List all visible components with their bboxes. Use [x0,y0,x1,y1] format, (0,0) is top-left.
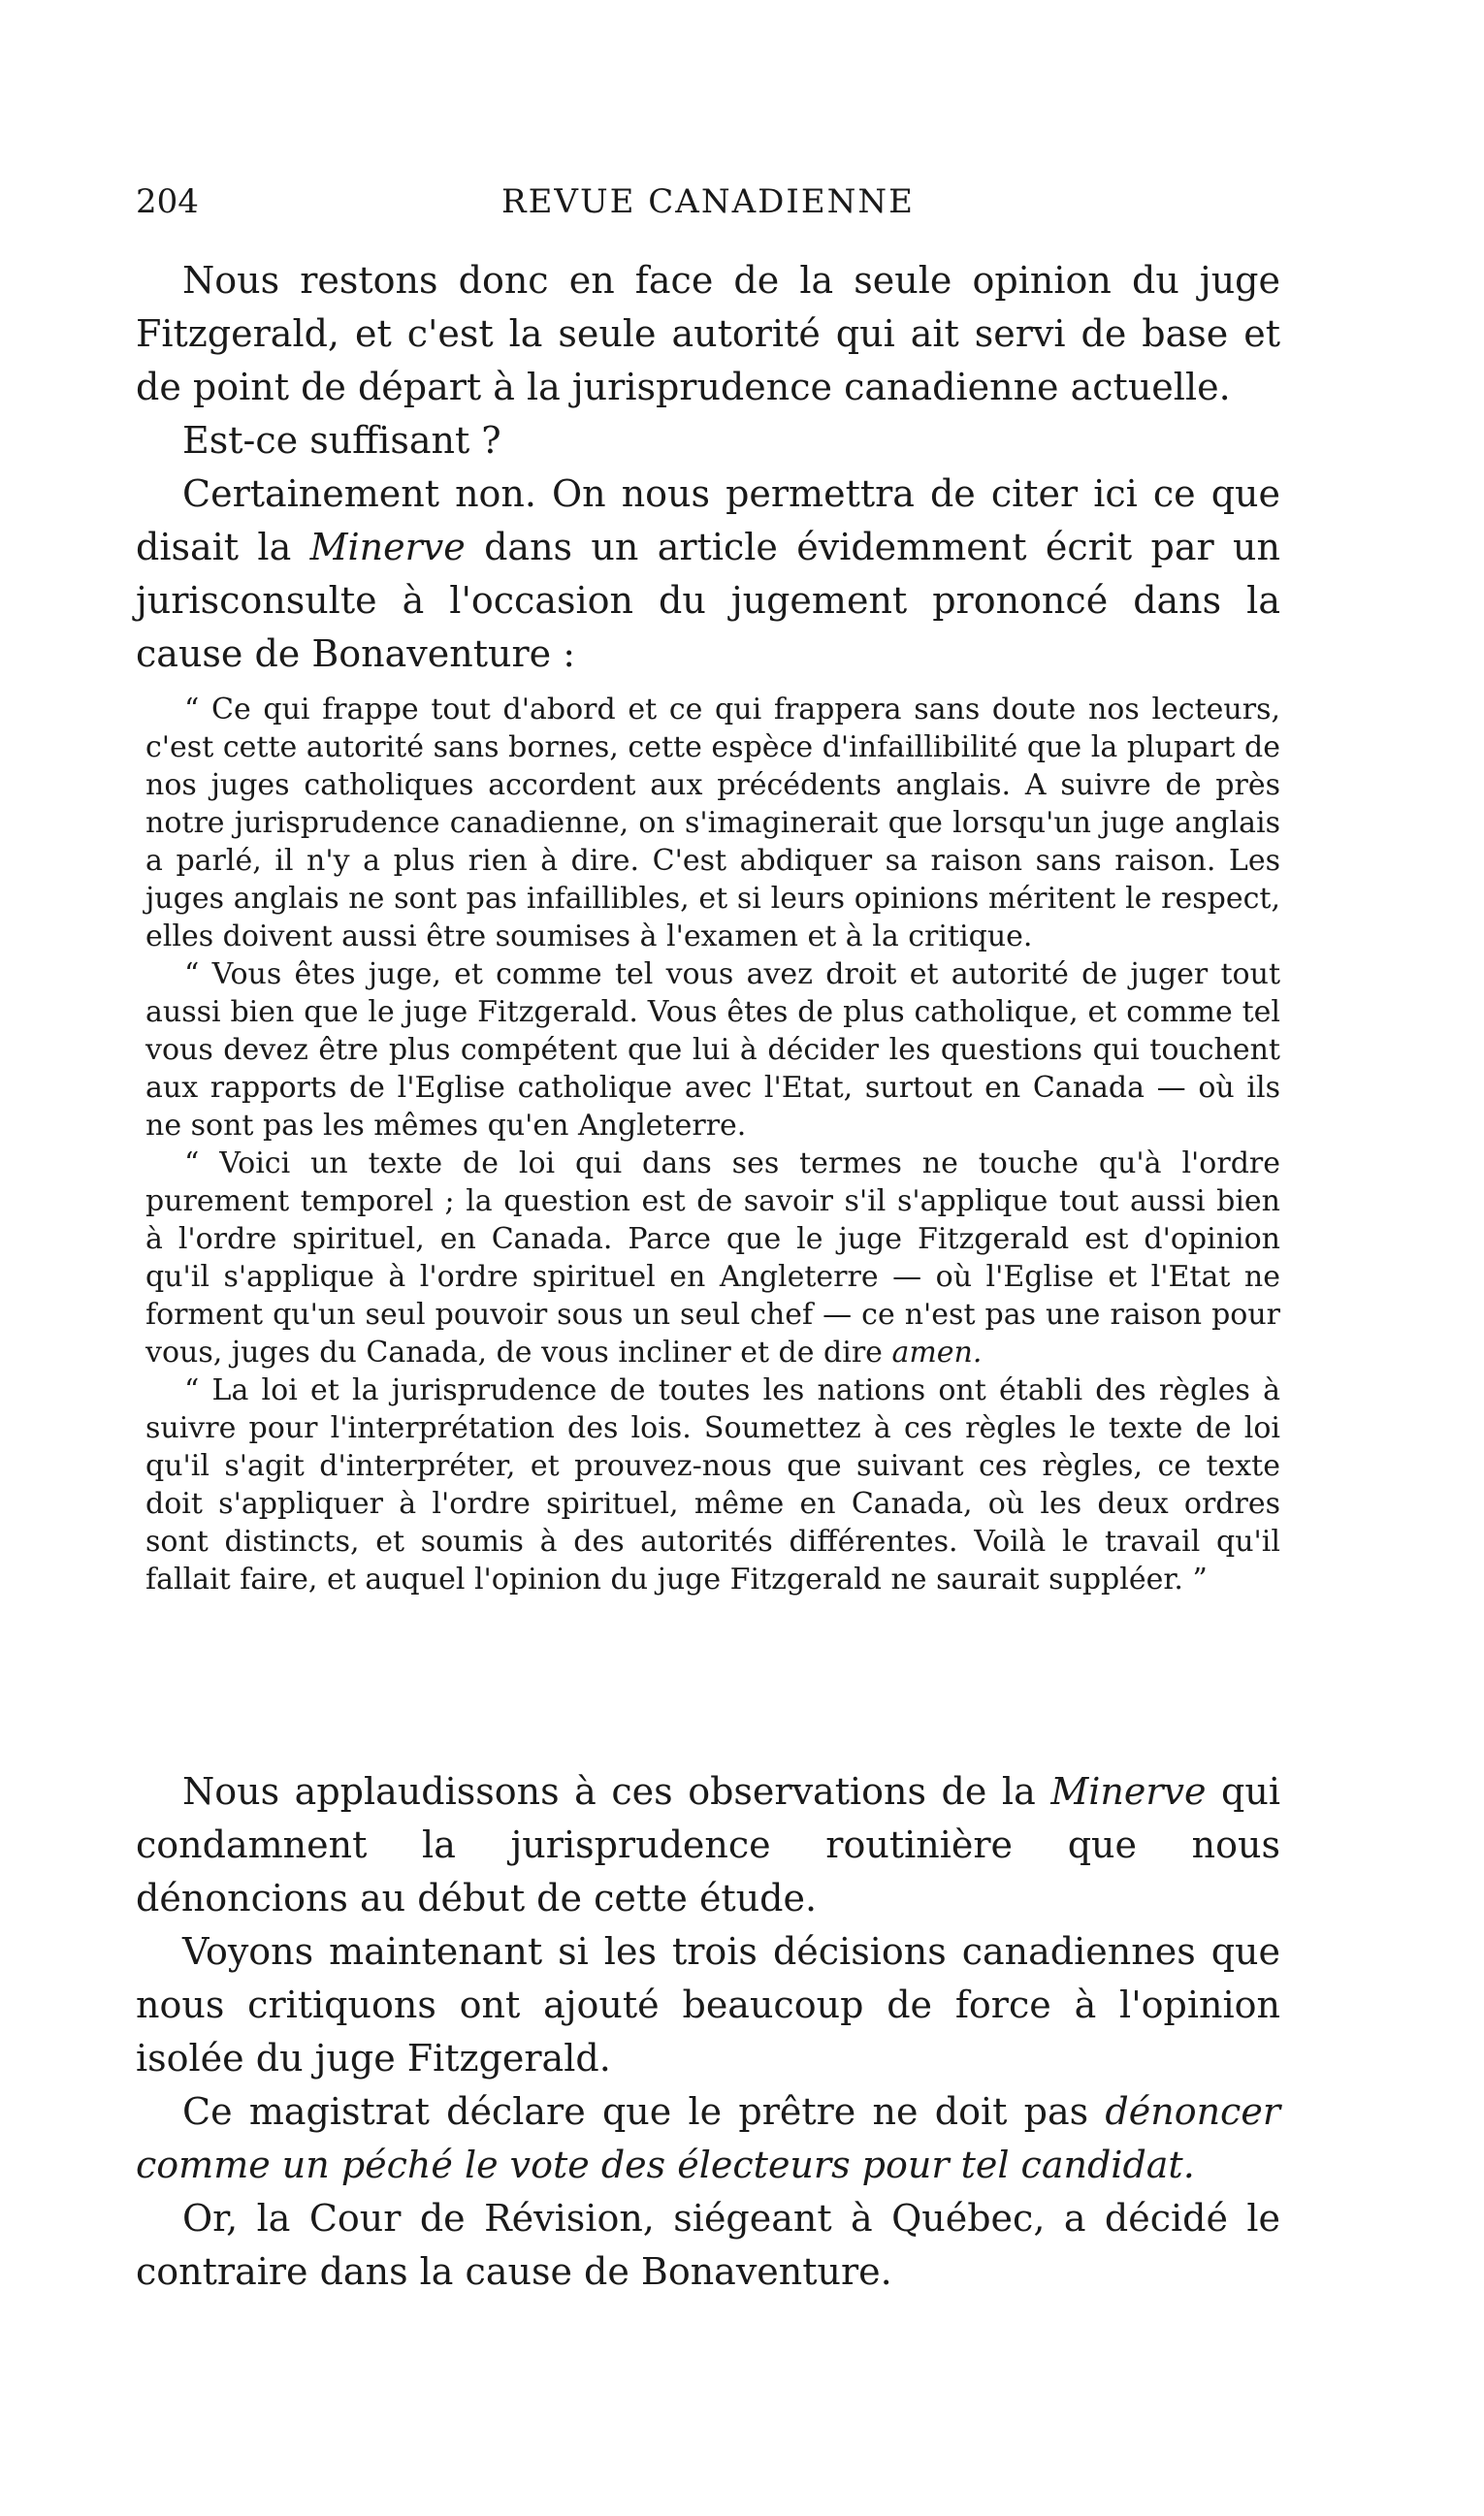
quote-paragraph [145,1145,1280,1371]
italic-title: Minerve [1050,1770,1207,1813]
block-quotation [145,691,1280,1598]
conclusion-text [136,1765,1280,2299]
paragraph [136,468,1280,681]
page-number: 204 [136,182,199,221]
paragraph [136,2085,1280,2192]
paragraph [136,1765,1280,1925]
intro-text [136,254,1280,681]
quote-paragraph: “ Vous êtes juge, et comme tel vous avez droit et autorité de juger tout aussi bien que le juge Fitzgerald. Vous êtes de plus catholique, et comme tel vous devez être plus compétent que lui à décider les questions qui touchent aux rapports de l'Eglise catholique avec l'Etat, surtout en Canada — où ils ne sont pas les mêmes qu'en Angleterre. [145,957,1280,1143]
text-run: Ce magistrat déclare que le prêtre ne doit pas [182,2090,1106,2133]
italic-title: Minerve [309,526,466,568]
paragraph: Nous restons donc en face de la seule opinion du juge Fitzgerald, et c'est la seule autorité qui ait servi de base et de point de départ à la jurisprudence canadienne actuelle. [136,259,1280,408]
running-head [136,182,1280,231]
italic-phrase: dénoncer comme un péché le vote des électeurs pour tel candidat. [136,2090,1280,2186]
paragraph: Or, la Cour de Révision, siégeant à Québec, a décidé le contraire dans la cause de Bonaventure. [136,2197,1280,2293]
text-run: Nous applaudissons à ces observations de la [182,1770,1051,1813]
text-run: qui condamnent la jurisprudence routinière que nous dénoncions au début de cette étude. [136,1770,1281,1919]
text-run: Certainement non. On nous permettra de citer ici ce que disait la [136,472,1280,568]
quote-paragraph: “ Ce qui frappe tout d'abord et ce qui frappera sans doute nos lecteurs, c'est cette autorité sans bornes, cette espèce d'infaillibilité que la plupart de nos juges catholiques accordent aux précédents anglais. A suivre de près notre jurisprudence canadienne, on s'imaginerait que lorsqu'un juge anglais a parlé, il n'y a plus rien à dire. C'est abdiquer sa raison sans raison. Les juges anglais ne sont pas infaillibles, et si leurs opinions méritent le respect, elles doivent aussi être soumises à l'examen et à la critique. [145,693,1280,953]
italic-word: amen. [891,1336,983,1370]
quote-paragraph: “ La loi et la jurisprudence de toutes les nations ont établi des règles à suivre pour l'interprétation des lois. Soumettez à ces règles le texte de loi qu'il s'agit d'interpréter, et prouvez-nous que suivant ces règles, ce texte doit s'appliquer à l'ordre spirituel, même en Canada, où les deux ordres sont distincts, et soumis à des autorités différentes. Voilà le travail qu'il fallait faire, et auquel l'opinion du juge Fitzgerald ne saurait suppléer. ” [145,1373,1280,1597]
paragraph: Est-ce suffisant ? [182,419,501,462]
text-run: “ Voici un texte de loi qui dans ses termes ne touche qu'à l'ordre purement temporel ; la question est de savoir s'il s'applique tout aussi bien à l'ordre spirituel, en Canada. Parce que le juge Fitzgerald est d'opinion qu'il s'applique à l'ordre spirituel en Angleterre — où l'Eglise et l'Etat ne forment qu'un seul pouvoir sous un seul chef — ce n'est pas une raison pour vous, juges du Canada, de vous incliner et de dire [145,1146,1280,1370]
text-run: dans un article évidemment écrit par un jurisconsulte à l'occasion du jugement prononcé dans la cause de Bonaventure : [136,526,1280,675]
journal-title: REVUE CANADIENNE [501,182,915,221]
paragraph: Voyons maintenant si les trois décisions canadiennes que nous critiquons ont ajouté beaucoup de force à l'opinion isolée du juge Fitzgerald. [136,1930,1280,2080]
